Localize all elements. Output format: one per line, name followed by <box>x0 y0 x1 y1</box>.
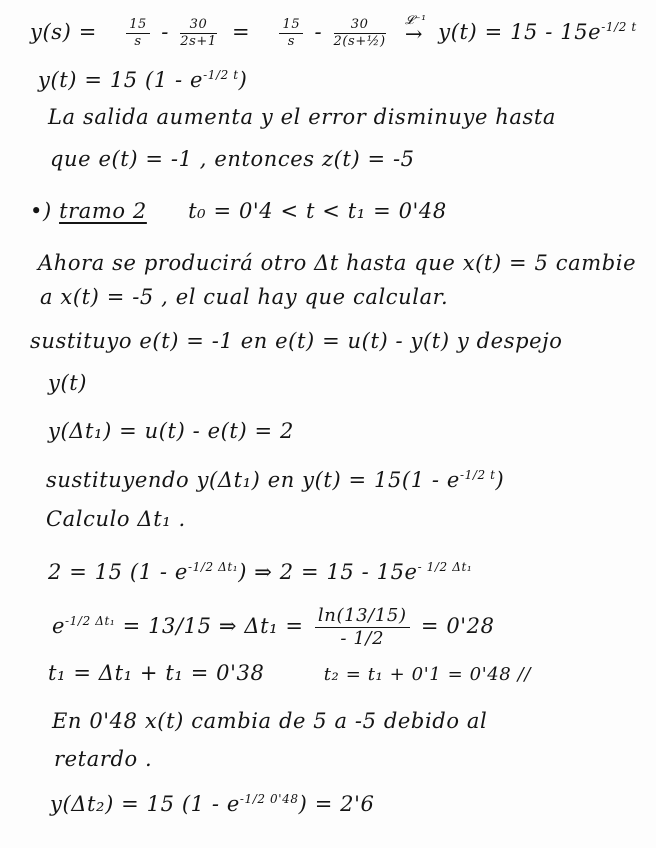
fraction-15-over-s: $\frac{15}{s}$ <box>126 18 150 49</box>
text-line-yt: y(t) <box>48 371 88 395</box>
yt-solution-line: y(t) = 15 $(1 - e^{-1/2 t})$ <box>38 68 248 92</box>
fraction-30-over-2s1: $\frac{30}{2s+1}$ <box>180 17 217 49</box>
equation-y-delta-t2: y(Δt₂) = 15 $(1 - e^{-1/2 0'48}) = 2'6$ <box>50 792 375 816</box>
text-line-calcular: a x(t) = -5 , el cual hay que calcular. <box>40 285 449 309</box>
fraction-30-over-2s-half: $\frac{30}{\text{2(s+½)}}$ <box>333 17 386 49</box>
equation-solve-delta-t1: 2 = 15 $(1 - e^{-1/2 \Delta t_1})$ ⇒ $2 = 15 - 15e^{- 1/2 \Delta t_1}$ <box>48 560 473 584</box>
text-line-calculo: Calculo Δt₁ . <box>46 507 186 531</box>
inverse-laplace-arrow: 𝓛⁻¹ → <box>404 12 427 46</box>
fraction-15-over-s-2: $\frac{15}{s}$ <box>279 18 303 49</box>
text-line-sustituyo: sustituyo e(t) = -1 en e(t) = u(t) - y(t) y despejo <box>30 329 563 353</box>
text-line-cambia: En 0'48 x(t) cambia de 5 a -5 debido al <box>52 709 488 733</box>
laplace-equation-line: y(s) = $\frac{15}{s}$ - $\frac{30}{2s+1}$ = $\frac{15}{s}$ - $\frac{30}{\text{2(s+½)}}$ 𝓛⁻¹ → $y(t) = 15 - 15e^{-1/2 t}$ <box>30 12 637 49</box>
equation-delta-t1-result: $e^{-1/2 \Delta t_1} = 13/15$ ⇒ Δt₁ = $\frac{\ln(13/15)}{- 1/2}$ = 0'28 <box>52 605 495 649</box>
equation-y-delta-t1: y(Δt₁) = u(t) - e(t) = 2 <box>48 419 294 443</box>
text-line-retardo: retardo . <box>54 747 153 771</box>
equation-t1-t2: t₁ = Δt₁ + t₁ = 0'38 t₂ = t₁ + 0'1 = 0'48 // <box>48 661 532 685</box>
section-title: tramo 2 <box>59 199 147 223</box>
lhs-ys: y(s) = <box>30 20 97 44</box>
section-heading-tramo-2: •) tramo 2 t₀ = 0'4 < t < t₁ = 0'48 <box>30 199 447 223</box>
fraction-ln-13-15: $\frac{\ln(13/15)}{- 1/2}$ <box>315 606 410 649</box>
text-line-ahora: Ahora se producirá otro Δt hasta que x(t) = 5 cambie <box>38 251 637 275</box>
text-line-salida: La salida aumenta y el error disminuye hasta <box>48 105 557 129</box>
text-line-entonces: que e(t) = -1 , entonces z(t) = -5 <box>50 147 415 171</box>
text-line-sustituyendo: sustituyendo y(Δt₁) en $y(t) = 15(1 - e^{-1/2 t})$ <box>46 468 505 492</box>
